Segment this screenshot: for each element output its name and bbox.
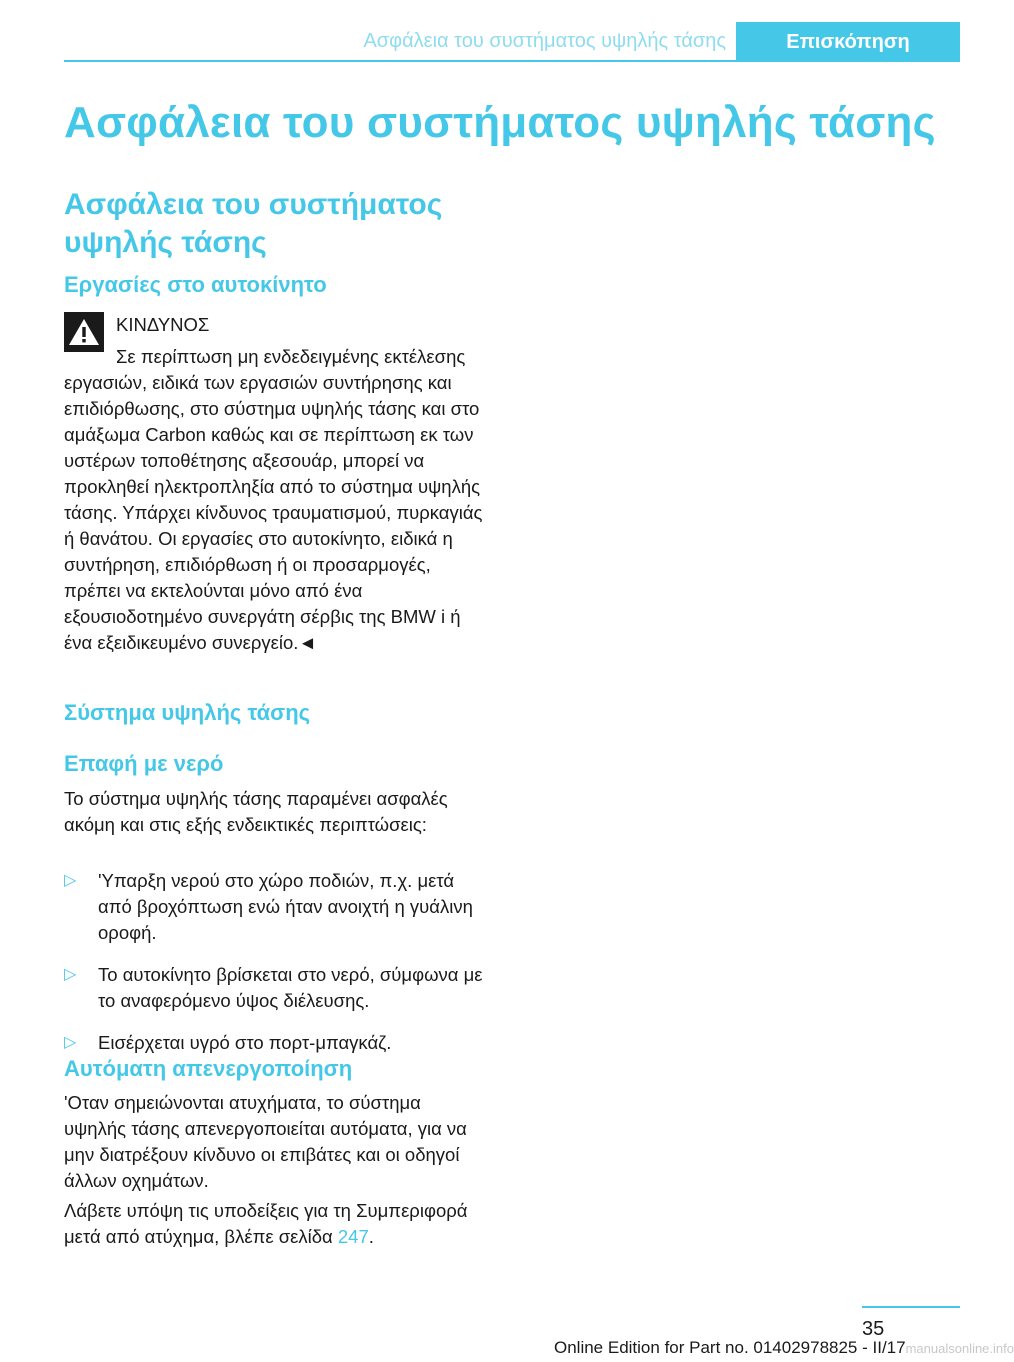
list-item [64, 1030, 484, 1056]
list-item-text: Εισέρχεται υγρό στο πορτ-μπαγκάζ. [98, 1032, 392, 1053]
auto-off-heading: Αυτόματη απενεργοποίηση [64, 1056, 353, 1081]
triangle-bullet-icon: ▷ [64, 966, 77, 983]
header-section-title: Ασφάλεια του συστήματος υψηλής τάσης [363, 30, 726, 52]
triangle-bullet-icon: ▷ [64, 1034, 77, 1051]
work-heading: Εργασίες στο αυτοκίνητο [64, 272, 327, 297]
list-item-text: Το αυτοκίνητο βρίσκεται στο νερό, σύμφωνα με το αναφερόμενο ύψος διέλευσης. [98, 964, 483, 1011]
warning-text: Σε περίπτωση μη ενδεδειγμένης εκτέλεσης εργασιών, ειδικά των εργασιών συντήρησης και επιδιόρθωσης, στο σύστημα υψηλής τάσης και στο αμάξωμα Carbon καθώς και σε περίπτωση εκ των υστέρων τοποθέτησης αξεσουάρ, μπορεί να προκληθεί ηλεκτροπληξία από το σύστημα υψηλής τάσης. Υπάρχει κίνδυνος τραυματισμού, πυρκαγιάς ή θανάτου. Οι εργασίες στο αυτοκίνητο, ειδικά η συντήρηση, επιδιόρθωση ή οι προσαρμογές, πρέπει να εκτελούνται μόνο από ένα εξουσιοδοτημένο συνεργάτη σέρβις της BMW i ή ένα εξειδικευμένο συνεργείο.◄ [64, 346, 483, 653]
accident-note-text: Λάβετε υπόψη τις υποδείξεις για τη Συμπεριφορά μετά από ατύχημα, βλέπε σελίδα [64, 1200, 468, 1247]
page-title: Ασφάλεια του συστήματος υψηλής τάσης [64, 98, 936, 147]
water-cases-list [64, 868, 484, 1056]
header-rule [64, 60, 960, 62]
system-heading: Σύστημα υψηλής τάσης [64, 700, 311, 725]
page-number: 35 [862, 1318, 885, 1340]
warning-label: ΚΙΝΔΥΝΟΣ [116, 314, 210, 335]
page-reference-link[interactable]: 247 [337, 1226, 369, 1247]
section-heading: Ασφάλεια του συστήματος υψηλής τάσης [64, 188, 443, 259]
footer-rule [862, 1306, 960, 1308]
list-item-text: 'Υπαρξη νερού στο χώρο ποδιών, π.χ. μετά από βροχόπτωση ενώ ήταν ανοιχτή η γυάλινη οροφή. [98, 870, 473, 943]
footer-edition-text: Online Edition for Part no. 01402978825 - II/17 [554, 1338, 906, 1357]
header-tab-overview[interactable]: Επισκόπηση [736, 22, 960, 62]
auto-off-text: 'Οταν σημειώνονται ατυχήματα, το σύστημα υψηλής τάσης απενεργοποιείται αυτόματα, για να μην διατρέξουν κίνδυνο οι επιβάτες και οι οδηγοί άλλων οχημάτων. [64, 1092, 467, 1191]
water-heading: Επαφή με νερό [64, 751, 224, 776]
triangle-bullet-icon: ▷ [64, 872, 77, 889]
footer-watermark: manualsonline.info [905, 1341, 1014, 1356]
accident-note [64, 1198, 484, 1250]
list-item [64, 962, 484, 1014]
footer-edition [554, 1338, 1014, 1362]
list-item [64, 868, 484, 946]
page-header [0, 0, 960, 62]
accident-note-end: . [368, 1226, 374, 1247]
water-text: Το σύστημα υψηλής τάσης παραμένει ασφαλές ακόμη και στις εξής ενδεικτικές περιπτώσεις: [64, 788, 448, 835]
